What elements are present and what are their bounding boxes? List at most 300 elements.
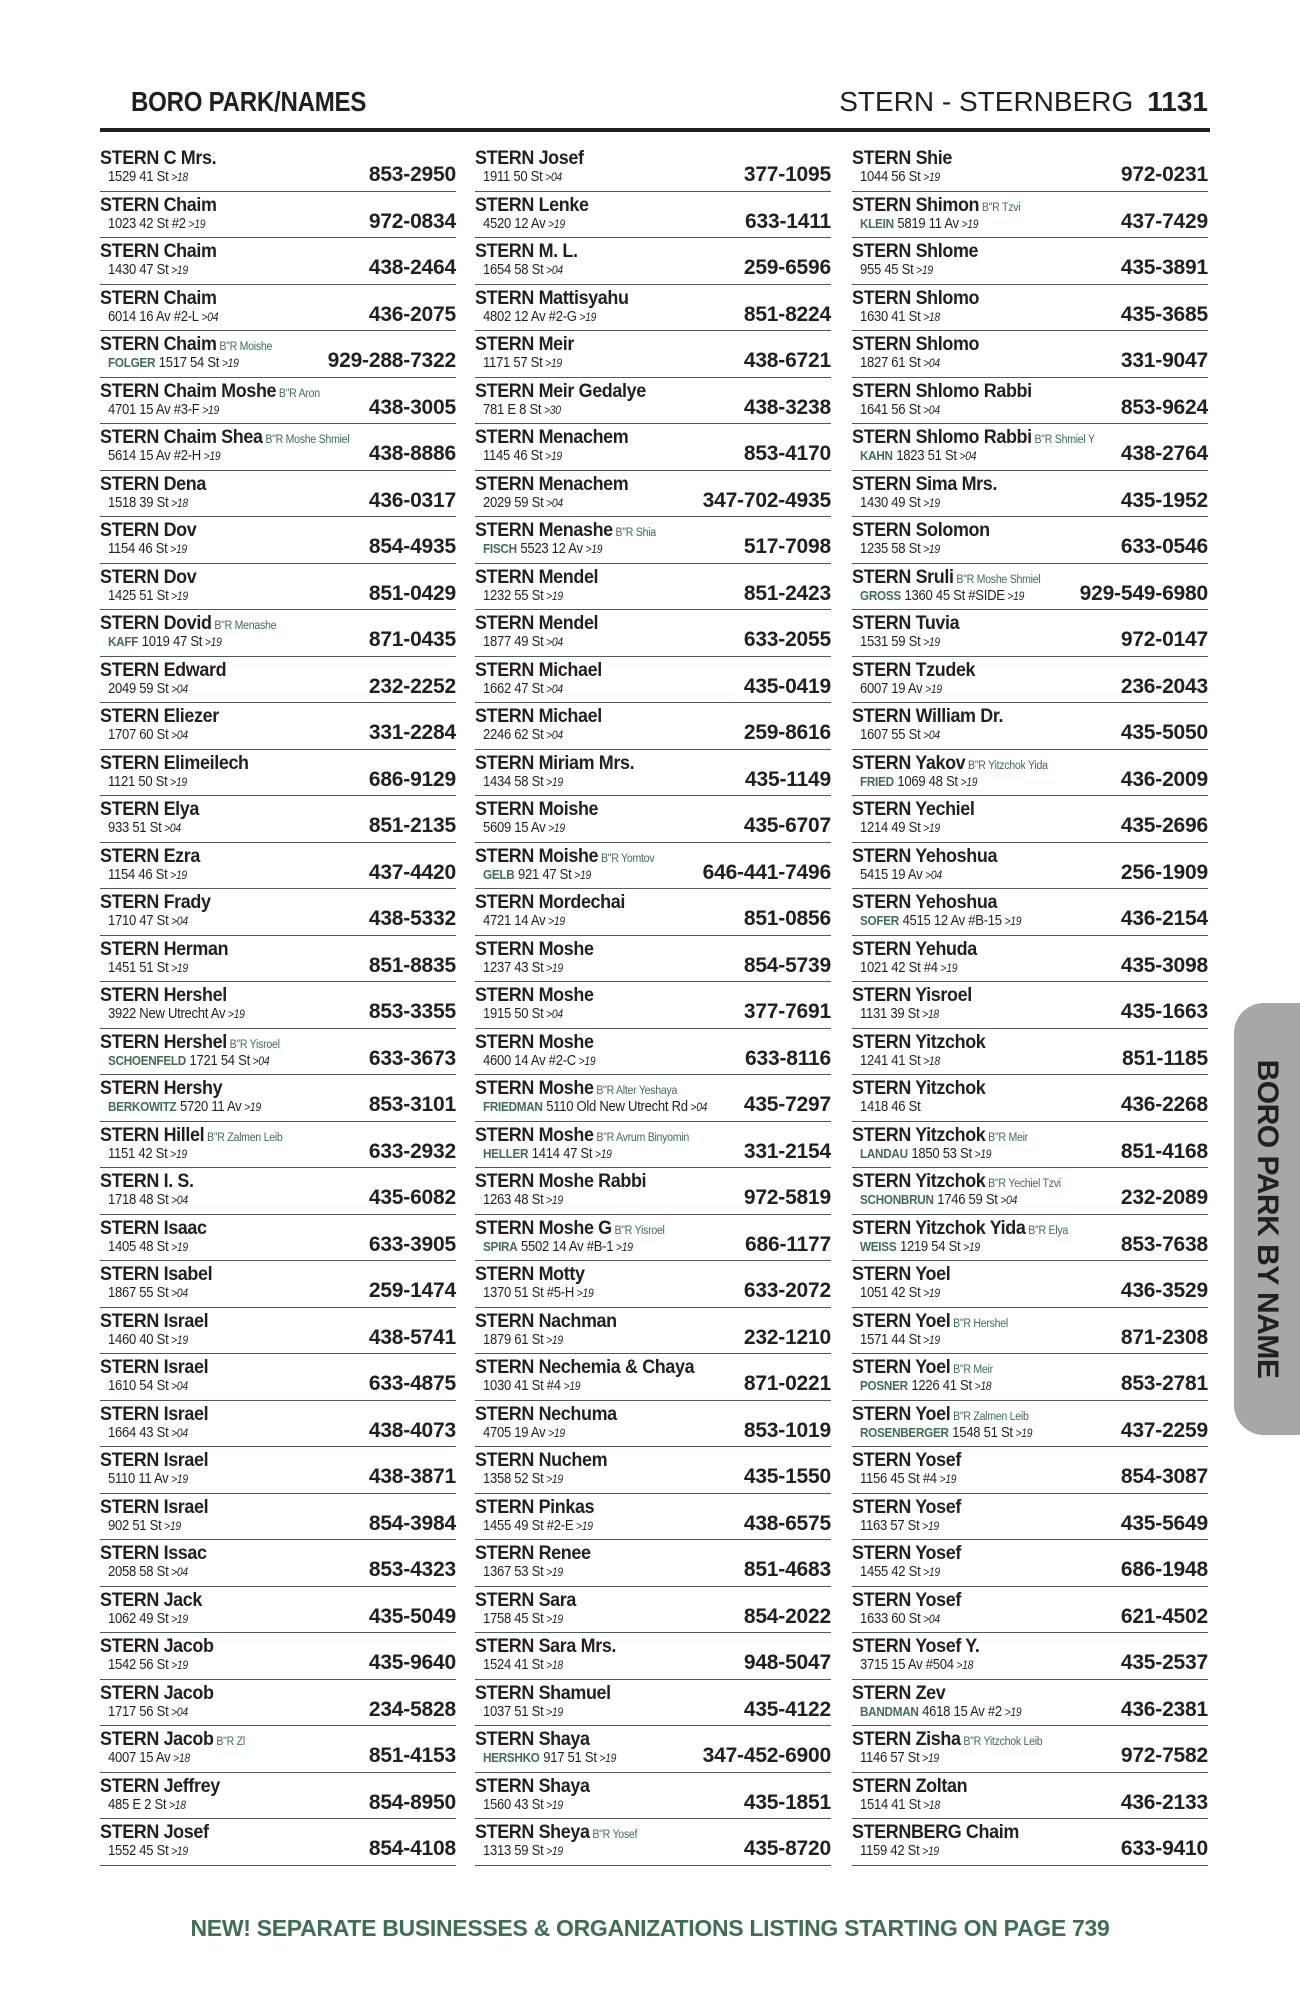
listing-phone[interactable]: 972-0147 (1120, 628, 1208, 651)
listing-name-text: STERN Yosef (852, 1495, 961, 1518)
listing-phone[interactable]: 435-7297 (743, 1093, 831, 1116)
listing-name (852, 1077, 985, 1100)
listing-phone[interactable]: 646-441-7496 (702, 860, 831, 884)
listing-address-line (860, 1611, 940, 1627)
listing-entry (852, 564, 1208, 611)
listing-zip: >19 (599, 1753, 617, 1765)
listing-phone[interactable]: 633-4875 (368, 1372, 456, 1395)
listing-parent-name: B"R Hershel (953, 1317, 1008, 1330)
listing-phone[interactable]: 851-8224 (743, 302, 831, 326)
listing-phone[interactable]: 435-5050 (1120, 721, 1208, 744)
listing-phone[interactable]: 972-0834 (368, 209, 456, 233)
listing-phone[interactable]: 853-4323 (368, 1558, 456, 1581)
listing-name-text: STERN Meir (475, 333, 575, 355)
listing-phone[interactable]: 633-2072 (743, 1279, 831, 1302)
listing-name-text: STERN Moishe (475, 798, 599, 820)
listing-phone[interactable]: 853-2781 (1120, 1372, 1208, 1395)
listing-phone[interactable]: 633-9410 (1120, 1837, 1208, 1860)
listing-name-text: STERN Yehuda (852, 937, 977, 960)
listing-phone[interactable]: 871-2308 (1120, 1325, 1208, 1349)
listing-address-line (860, 309, 940, 325)
listing-zip: >19 (171, 1334, 188, 1347)
listing-phone[interactable]: 435-5049 (368, 1604, 456, 1628)
listing-name (852, 380, 1032, 403)
listing-phone[interactable]: 435-1851 (743, 1790, 831, 1814)
listing-address: 1358 52 St (483, 1471, 544, 1487)
listing-phone[interactable]: 621-4502 (1120, 1604, 1208, 1628)
listing-address: 6007 19 Av (860, 680, 923, 697)
listing-surname: BANDMAN (860, 1703, 919, 1719)
listing-phone[interactable]: 331-9047 (1120, 349, 1208, 372)
listing-name (475, 147, 584, 170)
listing-parent-name: B"R Yisroel (229, 1038, 280, 1051)
listing-entry (852, 1261, 1208, 1308)
listing-address: 1062 49 St (108, 1610, 169, 1627)
listing-phone[interactable]: 853-3355 (368, 1000, 456, 1023)
listing-address: 917 51 St (543, 1750, 597, 1766)
listing-phone[interactable]: 437-7429 (1120, 209, 1208, 233)
listing-zip: >19 (164, 1520, 181, 1533)
listing-phone[interactable]: 435-6082 (368, 1186, 456, 1209)
listing-phone[interactable]: 851-4153 (368, 1744, 456, 1767)
listing-name (475, 984, 594, 1007)
listing-name (852, 845, 997, 868)
listing-name (475, 1170, 646, 1193)
listing-zip: >19 (546, 962, 563, 975)
listing-name (475, 1589, 576, 1612)
listing-name-text: STERN Yoel (852, 1309, 951, 1332)
listing-name (852, 1542, 961, 1565)
listing-phone[interactable]: 331-2284 (368, 721, 456, 744)
listing-address-line (483, 495, 563, 511)
listing-entry (100, 1308, 456, 1355)
listing-phone[interactable]: 435-0419 (743, 674, 831, 698)
listing-address-line (108, 1843, 188, 1859)
listing-address-line (483, 1843, 563, 1859)
listing-phone[interactable]: 686-9129 (368, 767, 456, 791)
listing-phone[interactable]: 259-6596 (743, 256, 831, 279)
listing-phone[interactable]: 234-5828 (368, 1697, 456, 1721)
listing-phone[interactable]: 633-3905 (368, 1232, 456, 1256)
listing-phone[interactable]: 438-3005 (368, 395, 456, 419)
listing-parent-name: B"R Zalmen Leib (953, 1410, 1029, 1423)
listing-phone[interactable]: 854-4108 (368, 1837, 456, 1860)
listing-address-line (108, 1332, 188, 1348)
listing-phone[interactable]: 851-8835 (368, 953, 456, 977)
listing-phone[interactable]: 853-7638 (1120, 1232, 1208, 1256)
listing-zip: >19 (171, 1846, 188, 1858)
listing-zip: >19 (170, 1148, 187, 1161)
listing-phone[interactable]: 436-2133 (1120, 1790, 1208, 1814)
listing-name (475, 1682, 611, 1705)
listing-entry (100, 1261, 456, 1308)
listing-phone[interactable]: 435-3891 (1120, 256, 1208, 279)
listing-address-line (108, 1146, 187, 1162)
listing-name-text: STERN Jeffrey (100, 1774, 220, 1797)
listing-zip: >19 (548, 218, 565, 231)
listing-address-line (860, 402, 940, 418)
listing-phone[interactable]: 633-3673 (368, 1046, 456, 1070)
listing-phone[interactable]: 851-1185 (1122, 1046, 1208, 1070)
listing-entry (852, 843, 1208, 890)
listing-name (475, 1728, 590, 1751)
listing-phone[interactable]: 436-0317 (368, 488, 456, 512)
listing-phone[interactable]: 232-1210 (743, 1325, 831, 1349)
listing-entry (475, 1401, 831, 1448)
listing-zip: >04 (690, 1102, 708, 1114)
listing-name (475, 240, 578, 263)
listing-phone[interactable]: 438-6575 (743, 1511, 831, 1535)
listing-phone[interactable]: 435-2696 (1120, 814, 1208, 837)
listing-phone[interactable]: 435-3685 (1120, 302, 1208, 326)
section-title: BORO PARK/NAMES (131, 86, 367, 117)
listing-surname: FISCH (483, 541, 517, 556)
listing-phone[interactable]: 851-2135 (368, 814, 456, 837)
listing-zip: >19 (546, 1334, 563, 1347)
listing-address-line (483, 1611, 563, 1627)
listing-name (852, 1263, 950, 1286)
listing-zip: >19 (922, 1520, 939, 1533)
listing-entry (475, 1587, 831, 1634)
listing-address-line (483, 1750, 616, 1766)
listing-phone[interactable]: 435-5649 (1120, 1511, 1208, 1535)
listing-phone[interactable]: 438-6721 (743, 349, 831, 372)
listing-zip: >18 (171, 172, 188, 184)
listing-address: 1641 56 St (860, 401, 921, 418)
listing-name (475, 659, 602, 682)
listing-name-text: STERN Lenke (475, 193, 589, 216)
listing-name-text: STERN Nachman (475, 1309, 617, 1332)
listing-name (852, 1170, 1061, 1193)
listing-zip: >18 (168, 1799, 186, 1812)
listing-phone[interactable]: 853-9624 (1120, 395, 1208, 419)
listing-entry (475, 703, 831, 750)
listing-address: 955 45 St (860, 262, 914, 278)
listing-address: 1455 42 St (860, 1564, 921, 1580)
listing-phone[interactable]: 436-2075 (368, 302, 456, 326)
listing-phone[interactable]: 871-0221 (743, 1372, 831, 1395)
listing-name (475, 705, 602, 728)
listing-entry (100, 657, 456, 704)
listing-entry (475, 145, 831, 192)
listing-zip: >19 (923, 544, 940, 556)
listing-surname: SCHONBRUN (860, 1192, 934, 1207)
listing-address: 1367 53 St (483, 1564, 544, 1580)
listing-address: 1430 47 St (108, 262, 169, 278)
listing-name (100, 938, 228, 961)
listing-zip: >04 (171, 1381, 188, 1393)
listing-name (475, 1403, 617, 1426)
listing-phone[interactable]: 972-5819 (743, 1186, 831, 1209)
listing-address: 1610 54 St (108, 1378, 169, 1394)
listing-name-text: STERN Jacob (100, 1728, 214, 1750)
listing-phone[interactable]: 435-1952 (1120, 488, 1208, 512)
listing-name (475, 194, 589, 217)
listing-phone[interactable]: 633-2932 (368, 1139, 456, 1163)
listing-phone[interactable]: 854-4935 (368, 535, 456, 558)
listing-name-text: STERN Moshe Rabbi (475, 1170, 647, 1192)
listing-phone[interactable]: 851-0429 (368, 581, 456, 605)
listing-address: 1263 48 St (483, 1192, 544, 1208)
listing-phone[interactable]: 435-1550 (743, 1465, 831, 1488)
listing-phone[interactable]: 437-2259 (1120, 1418, 1208, 1442)
listing-name-text: STERN Nuchem (475, 1449, 608, 1471)
listing-address-line (108, 867, 187, 883)
listing-address-line (860, 169, 940, 185)
listing-name (852, 705, 1003, 728)
listing-zip: >19 (545, 451, 562, 463)
listing-phone[interactable]: 686-1948 (1120, 1558, 1208, 1581)
listing-phone[interactable]: 438-2764 (1120, 442, 1208, 465)
listing-zip: >04 (546, 683, 563, 696)
listing-phone[interactable]: 435-3098 (1120, 953, 1208, 977)
listing-name (100, 1449, 208, 1472)
listing-name (100, 240, 217, 263)
listing-name (475, 1031, 594, 1054)
listing-phone[interactable]: 686-1177 (745, 1232, 831, 1256)
listing-parent-name: B"R Shmiel Y (1034, 434, 1095, 446)
listing-phone[interactable]: 259-8616 (743, 721, 831, 744)
listing-name (852, 1635, 979, 1658)
listing-name-text: STERN Dena (100, 472, 206, 495)
listing-entry (100, 331, 456, 378)
listing-phone[interactable]: 435-8720 (743, 1837, 831, 1860)
listing-address-line (860, 727, 940, 743)
listing-name-text: STERN Yitzchok Yida (852, 1216, 1026, 1239)
listing-name (100, 333, 272, 356)
listing-address-line (860, 1704, 1021, 1720)
listing-phone[interactable]: 259-1474 (368, 1279, 456, 1302)
listing-phone[interactable]: 633-1411 (745, 209, 831, 233)
listing-name (100, 1124, 282, 1147)
listing-zip: >04 (925, 869, 942, 882)
listing-address: 1548 51 St (952, 1424, 1013, 1441)
listing-name-text: STERN M. L. (475, 240, 578, 262)
listing-phone[interactable]: 633-0546 (1120, 535, 1208, 558)
listing-address-line (108, 1378, 188, 1394)
listing-address-line (108, 1611, 188, 1627)
listing-phone[interactable]: 436-2381 (1120, 1697, 1208, 1721)
listing-phone[interactable]: 853-3101 (368, 1093, 456, 1116)
listing-phone[interactable]: 853-1019 (743, 1418, 831, 1442)
listing-zip: >04 (546, 1009, 563, 1021)
listing-name-text: STERN Moshe (475, 937, 594, 960)
listing-address: 933 51 St (108, 820, 162, 836)
listing-address: 1037 51 St (483, 1703, 544, 1720)
listing-parent-name: B"R Aron (278, 387, 320, 400)
listing-phone[interactable]: 236-2043 (1120, 674, 1208, 698)
listing-zip: >19 (974, 1148, 992, 1161)
listing-zip: >19 (546, 776, 563, 789)
listing-phone[interactable]: 854-3984 (368, 1511, 456, 1535)
listing-name-text: STERN Israel (100, 1356, 209, 1378)
listing-phone[interactable]: 437-4420 (368, 860, 456, 884)
listing-address: 5609 15 Av (483, 820, 546, 836)
listing-name (100, 1031, 280, 1054)
listing-phone[interactable]: 854-2022 (743, 1604, 831, 1628)
listing-phone[interactable]: 435-9640 (368, 1651, 456, 1674)
listing-name (100, 705, 219, 728)
listing-entry (852, 1401, 1208, 1448)
listing-phone[interactable]: 851-2423 (743, 581, 831, 605)
listing-address: 1560 43 St (483, 1796, 544, 1813)
listing-entry (475, 1354, 831, 1401)
listing-phone[interactable]: 436-2154 (1120, 907, 1208, 930)
listing-phone[interactable]: 435-4122 (743, 1697, 831, 1721)
listing-phone[interactable]: 232-2089 (1120, 1186, 1208, 1209)
listing-phone[interactable]: 438-2464 (368, 256, 456, 279)
listing-phone[interactable]: 347-452-6900 (702, 1744, 831, 1767)
listing-phone[interactable]: 435-6707 (743, 814, 831, 837)
listing-address-line (108, 448, 220, 464)
listing-zip: >19 (170, 869, 187, 882)
listing-surname: KAHN (860, 448, 893, 463)
listing-phone[interactable]: 948-5047 (743, 1651, 831, 1674)
listing-address: 1019 47 St (141, 634, 203, 650)
listing-address: 1405 48 St (108, 1238, 169, 1255)
listing-address: 5110 Old New Utrecht Rd (546, 1099, 688, 1115)
listing-zip: >19 (227, 1009, 245, 1021)
listing-phone[interactable]: 438-4073 (368, 1418, 456, 1442)
listing-surname: SCHOENFELD (108, 1052, 186, 1068)
listing-name (852, 426, 1095, 449)
listing-phone[interactable]: 436-2009 (1120, 767, 1208, 791)
listing-phone[interactable]: 377-7691 (743, 1000, 831, 1023)
listing-name-text: STERN Pinkas (475, 1495, 595, 1518)
listing-name-text: STERN Michael (475, 658, 602, 681)
listing-name (475, 287, 629, 310)
listing-entry (100, 145, 456, 192)
listing-phone[interactable]: 438-5332 (368, 907, 456, 930)
listing-address: 2246 62 St (483, 727, 544, 743)
listing-name-text: STERN Yosef Y. (852, 1635, 980, 1657)
listing-name-text: STERN Mendel (475, 612, 599, 634)
listing-address: 1154 46 St (108, 866, 168, 883)
listing-phone[interactable]: 438-3238 (743, 395, 831, 419)
listing-address-line (860, 262, 933, 278)
listing-zip: >04 (546, 730, 563, 742)
listing-address: 3922 New Utrecht Av (108, 1006, 226, 1022)
listing-phone[interactable]: 972-0231 (1120, 163, 1208, 186)
listing-entry (100, 936, 456, 983)
listing-address-line (483, 1797, 563, 1813)
listing-phone[interactable]: 851-4683 (743, 1558, 831, 1581)
listing-zip: >19 (171, 265, 188, 277)
listing-entry (475, 843, 831, 890)
listing-address-line (108, 216, 205, 232)
listing-address-line (108, 262, 188, 278)
listing-phone[interactable]: 972-7582 (1120, 1744, 1208, 1767)
listing-phone[interactable]: 438-3871 (368, 1465, 456, 1488)
listing-phone[interactable]: 853-2950 (368, 163, 456, 186)
listing-entry (100, 517, 456, 564)
listing-phone[interactable]: 853-4170 (743, 442, 831, 465)
listing-phone[interactable]: 854-5739 (743, 953, 831, 977)
listing-address: 1241 41 St (860, 1052, 921, 1069)
listing-address: 2049 59 St (108, 680, 169, 697)
listing-name (100, 1635, 214, 1658)
listing-phone[interactable]: 517-7098 (743, 535, 831, 558)
listing-name (100, 566, 196, 589)
listing-name (100, 798, 199, 821)
listing-surname: FRIED (860, 773, 894, 789)
listing-zip: >19 (546, 1799, 563, 1812)
section-side-tab[interactable] (1234, 1003, 1300, 1435)
listing-name-text: STERN Yitzchok (852, 1170, 986, 1192)
listing-phone[interactable]: 256-1909 (1120, 860, 1208, 884)
listing-phone[interactable]: 438-5741 (368, 1325, 456, 1349)
listing-zip: >19 (171, 1474, 188, 1486)
listing-phone[interactable]: 436-3529 (1120, 1279, 1208, 1302)
listing-phone[interactable]: 633-8116 (745, 1046, 831, 1070)
listing-name-text: STERN C Mrs. (100, 147, 217, 169)
listing-zip: >04 (171, 1706, 188, 1719)
listing-address-line (860, 1750, 939, 1766)
listing-phone[interactable]: 851-4168 (1120, 1139, 1208, 1163)
listing-name (100, 1217, 207, 1240)
listing-phone[interactable]: 331-2154 (743, 1139, 831, 1163)
listing-phone[interactable]: 232-2252 (368, 674, 456, 698)
listing-phone[interactable]: 377-1095 (743, 163, 831, 186)
listing-name (475, 1635, 616, 1658)
listing-zip: >04 (171, 1427, 188, 1440)
listing-zip: >19 (171, 962, 188, 975)
listing-phone[interactable]: 436-2268 (1120, 1093, 1208, 1116)
listing-phone[interactable]: 633-2055 (743, 628, 831, 651)
listing-phone[interactable]: 871-0435 (368, 628, 456, 651)
listing-phone[interactable]: 435-2537 (1120, 1651, 1208, 1674)
listing-phone[interactable]: 854-8950 (368, 1790, 456, 1814)
listing-phone[interactable]: 854-3087 (1120, 1465, 1208, 1488)
listing-address-line (483, 1425, 565, 1441)
listing-name-text: STERN Solomon (852, 519, 990, 541)
listing-phone[interactable]: 438-8886 (368, 442, 456, 465)
listing-name-text: STERN Chaim (100, 333, 217, 355)
listing-surname: GELB (483, 866, 515, 882)
listing-phone[interactable]: 435-1663 (1120, 1000, 1208, 1023)
listing-address: 1214 49 St (860, 820, 921, 836)
listing-phone[interactable]: 851-0856 (743, 907, 831, 930)
listing-name (100, 147, 216, 170)
listing-zip: >19 (575, 1520, 593, 1533)
listing-name-text: STERN Eliezer (100, 705, 219, 727)
listing-address-line (860, 1146, 991, 1162)
listing-zip: >18 (923, 311, 940, 324)
listing-name-text: STERN Moshe G (475, 1216, 612, 1239)
listing-address-line (483, 588, 563, 604)
listing-name-text: STERN Shlomo (852, 286, 980, 309)
listing-address: 1524 41 St (483, 1657, 544, 1673)
listing-address: 1414 47 St (531, 1145, 593, 1162)
listing-entry (475, 1029, 831, 1076)
listing-zip: >19 (963, 1241, 980, 1254)
listing-entry (852, 1122, 1208, 1169)
listing-zip: >04 (546, 265, 563, 277)
listing-parent-name: B"R Yechiel Tzvi (988, 1178, 1061, 1190)
listing-zip: >18 (956, 1660, 974, 1672)
listing-zip: >30 (543, 404, 561, 417)
listing-phone[interactable]: 435-1149 (745, 767, 831, 791)
listing-name-text: STERN Michael (475, 705, 602, 727)
listing-phone[interactable]: 347-702-4935 (702, 488, 831, 512)
listing-address: 1226 41 St (911, 1378, 972, 1394)
listing-phone[interactable]: 929-288-7322 (327, 349, 456, 372)
listing-entry (852, 796, 1208, 843)
listing-address: 1360 45 St #SIDE (904, 587, 1005, 604)
listing-name (475, 1217, 665, 1240)
listing-name (100, 194, 217, 217)
listing-phone[interactable]: 929-549-6980 (1079, 581, 1208, 605)
